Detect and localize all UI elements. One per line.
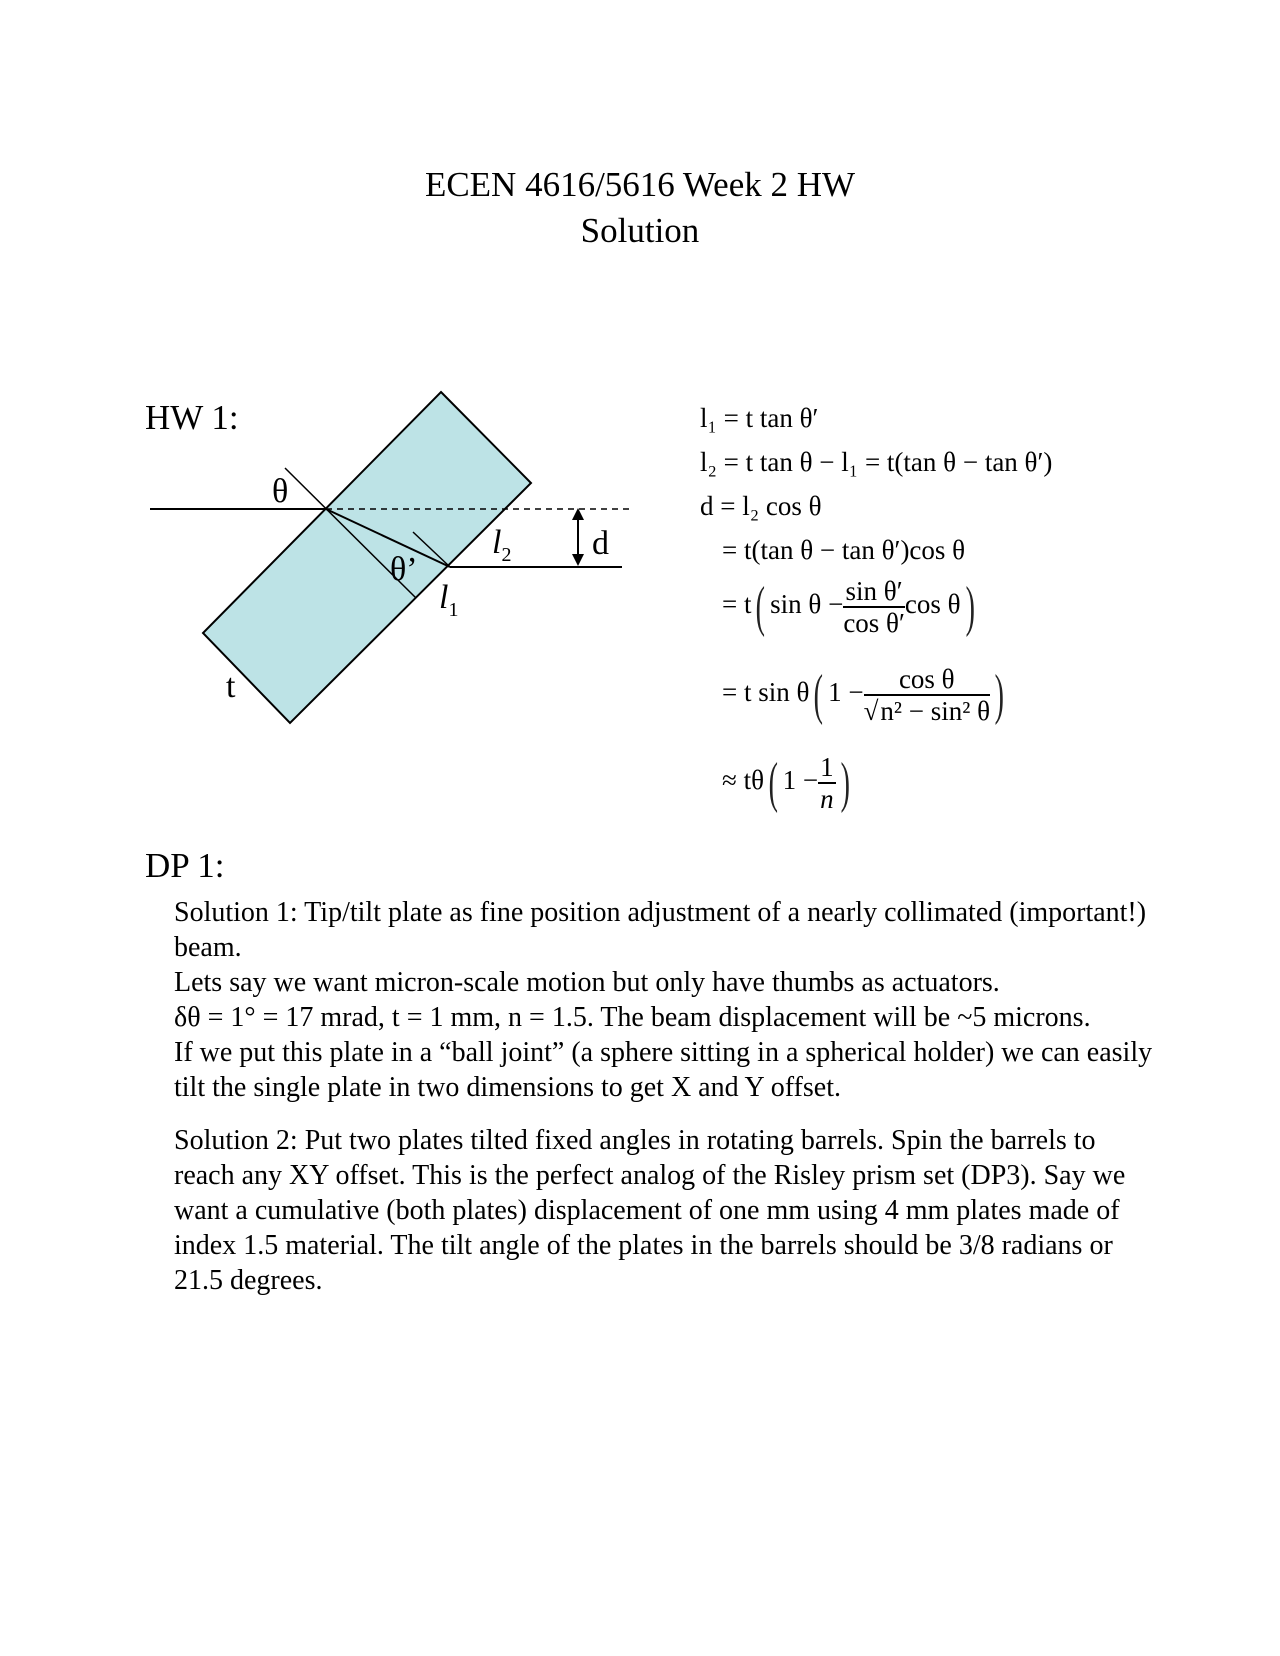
hw1-label: HW 1: [145,398,239,437]
eq3-fraction [864,664,990,726]
equation-step-4: ≈ tθ( 1 − $\frac{1}{n}$ ) [722,752,850,814]
equation-d: d = l₂ cos θ [700,491,822,521]
t-label: t [226,668,236,705]
eq4-fraction [818,752,836,814]
title-line-2: Solution [580,211,700,250]
eq2-fraction [843,576,905,638]
displacement-arrow [572,508,584,566]
eq3-radicand: n² − sin² θ [880,696,990,726]
eq4-numerator: 1 [820,752,834,782]
d-label: d [592,525,609,562]
eq3-denominator: √n² − sin² θ [863,696,990,726]
title-line-1: ECEN 4616/5616 Week 2 HW [424,165,856,204]
equation-step-1: = t(tan θ − tan θ′)cos θ [722,535,966,565]
equation-l2: l₂ = t tan θ − l₁ = t(tan θ − tan θ′) [700,447,1053,477]
equation-step-2: = t( sin θ − $\frac{\text{sin θ′}}{\text{cos θ′}}$ cos θ) [722,576,975,638]
eq3-one: 1 − [828,677,864,708]
eq3-prefix: = t sin θ [722,677,810,708]
l1-label: $l_1$ [439,579,459,621]
dp1-paragraph-1: Solution 1: Tip/tilt plate as fine position adjustment of a nearly collimated (important!) beam. [174,897,1147,963]
tilted-plate [203,392,531,723]
theta-label: θ [272,473,289,510]
eq2-cos: cos θ [904,589,961,620]
eq4-one: 1 − [782,765,819,796]
eq2-sin: sin θ − [770,589,844,620]
dp1-label: DP 1: [145,846,225,885]
dp1-paragraph-4: If we put this plate in a “ball joint” (a sphere sitting in a spherical holder) we can easily tilt the single plate in two dimensions to get X and Y offset. [174,1037,1153,1103]
equation-step-3: = t sin θ( 1 − $\frac{\text{cos θ}}{\text{√n² − sin² θ}}$ ) [722,664,1004,726]
eq3-numerator: cos θ [864,664,990,696]
eq4-denominator: n [820,784,834,814]
dp1-body [174,895,1154,1298]
dp1-paragraph-5: Solution 2: Put two plates tilted fixed angles in rotating barrels. Spin the barrels to reach any XY offset. This is the perfect analog of the Risley prism set (DP3). Say we want a cumulative (both plates) displacement of one mm using 4 mm plates made of index 1.5 material. The tilt angle of the plates in the barrels should be 3/8 radians or 21.5 degrees. [174,1125,1126,1296]
eq4-prefix: ≈ tθ [722,765,765,796]
eq2-denominator: cos θ′ [843,608,905,638]
eq2-numerator: sin θ′ [843,576,905,608]
dp1-paragraph-2: Lets say we want micron-scale motion but only have thumbs as actuators. [174,967,1000,998]
theta-prime-label: θ’ [390,551,418,588]
l2-label: $l_2$ [492,524,512,566]
dp1-paragraph-3: δθ = 1° = 17 mrad, t = 1 mm, n = 1.5. The beam displacement will be ~5 microns. [174,1002,1091,1033]
equation-l1: l₁ = t tan θ′ [700,403,819,433]
eq2-prefix: = t [722,589,752,620]
